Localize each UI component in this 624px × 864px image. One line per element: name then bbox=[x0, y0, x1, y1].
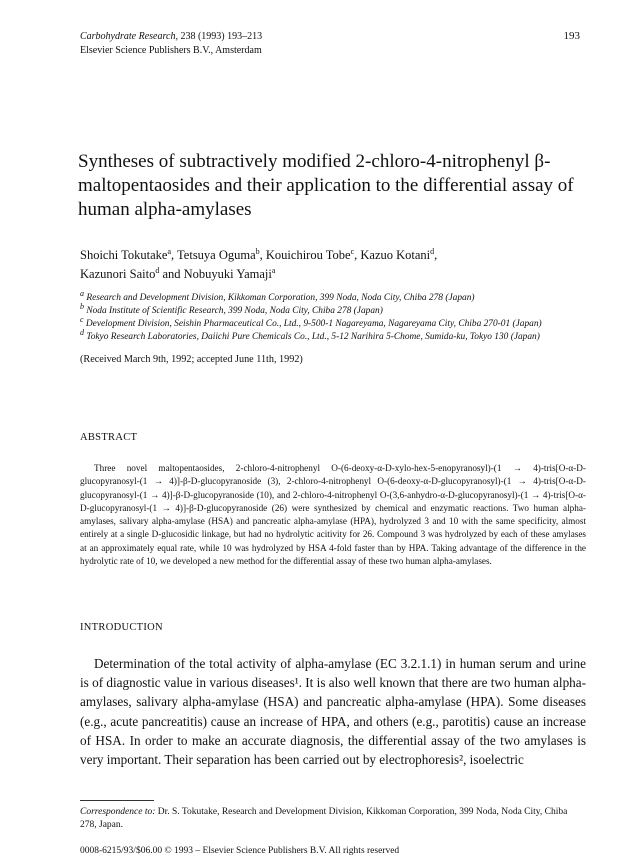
author-affil-mark: d bbox=[430, 246, 435, 256]
correspondence-text: Dr. S. Tokutake, Research and Development Division, Kikkoman Corporation, 399 Noda, Noda City, Chiba 278, Japan. bbox=[80, 807, 568, 830]
affiliation-text: Development Division, Seishin Pharmaceutical Co., Ltd., 9-500-1 Nagareyama, Nagareyama City, Chiba 270-01 (Japan) bbox=[85, 319, 542, 329]
correspondence-label: Correspondence to: bbox=[80, 807, 156, 817]
affil-mark: c bbox=[80, 314, 84, 324]
affiliation bbox=[80, 301, 586, 318]
abstract-body bbox=[80, 462, 586, 568]
introduction-heading: INTRODUCTION bbox=[80, 622, 163, 633]
affiliation-text: Tokyo Research Laboratories, Daiichi Pure Chemicals Co., Ltd., 5-12 Narihira 5-Chome, Sumida-ku, Tokyo 130 (Japan) bbox=[86, 332, 540, 342]
affiliation-text: Noda Institute of Scientific Research, 399 Noda, Noda City, Chiba 278 (Japan) bbox=[86, 306, 383, 316]
author-name: Kazuo Kotani bbox=[360, 248, 431, 262]
affiliation-list bbox=[80, 288, 586, 344]
abstract-text: Three novel maltopentaosides, 2-chloro-4-nitrophenyl O-(6-deoxy-α-D-xylo-hex-5-enopyranosyl)-(1 → 4)-tris[O-α-D-glucopyranosyl-(1 → 4)]-β-D-glucopyranoside (3), 2-chloro-4-nitrophenyl O-(6-deoxy-α-D-glucopyranosyl)-(1 → 4)-tris[O-α-D-glucopyranosyl-(1 → 4)]-β-D-glucopyranoside (10), and 2-chloro-4-nitrophenyl O-(3,6-anhydro-α-D-glucopyranosyl)-(1 → 4)-tris[O-α-D-glucopyranosyl-(1 → 4)]-β-D-glucopyranoside (26) were synthesized by chemical and enzymatic reactions. Two human alpha-amylases, salivary alpha-amylase (HSA) and pancreatic alpha-amylase (HPA), hydrolyzed 3 and 10 with the same specificity, almost entirely at a single D-glucosidic linkage, but had no hydrolytic acitivity for 26. Compound 3 was hydrolyzed by each of these amylases at an approximately equal rate, while 10 was hydrolyzed by HSA 4-fold faster than by HPA. Taking advantage of the difference in the hydrolytic rate of 10, we developed a new method for the differential assay of these two human alpha-amylases. bbox=[80, 463, 586, 567]
affiliation-text: Research and Development Division, Kikkoman Corporation, 399 Noda, Noda City, Chiba 278 (Japan) bbox=[86, 293, 475, 303]
correspondence-footnote bbox=[80, 806, 586, 832]
author-name: Nobuyuki Yamaji bbox=[183, 267, 272, 281]
author-separator: , bbox=[259, 248, 266, 262]
affiliation bbox=[80, 314, 586, 331]
author-name: Shoichi Tokutake bbox=[80, 248, 168, 262]
received-dates: (Received March 9th, 1992; accepted June 11th, 1992) bbox=[80, 354, 303, 365]
introduction-body bbox=[80, 654, 586, 769]
author-separator: , bbox=[171, 248, 178, 262]
affil-mark: a bbox=[80, 288, 84, 298]
author-name: Kazunori Saito bbox=[80, 267, 156, 281]
author-affil-mark: a bbox=[167, 246, 171, 256]
author-list bbox=[80, 246, 580, 284]
page-number: 193 bbox=[563, 30, 580, 42]
journal-header bbox=[80, 30, 262, 58]
footnote-divider bbox=[80, 800, 154, 801]
author-affil-mark: d bbox=[155, 265, 160, 275]
article-title: Syntheses of subtractively modified 2-chloro-4-nitrophenyl β-maltopentaosides and their application to the differential assay of human alpha-amylases bbox=[78, 151, 574, 220]
author-affil-mark: b bbox=[255, 246, 260, 256]
copyright-line: 0008-6215/93/$06.00 © 1993 – Elsevier Science Publishers B.V. All rights reserved bbox=[80, 846, 400, 856]
author-name: Kouichirou Tobe bbox=[265, 248, 351, 262]
affil-mark: b bbox=[80, 301, 84, 311]
publisher: Elsevier Science Publishers B.V., Amsterdam bbox=[80, 45, 262, 56]
author-separator: , bbox=[354, 248, 361, 262]
author-affil-mark: c bbox=[350, 246, 355, 256]
journal-citation: 238 (1993) 193–213 bbox=[177, 31, 263, 42]
author-affil-mark: a bbox=[271, 265, 276, 275]
affil-mark: d bbox=[80, 327, 84, 337]
introduction-text: Determination of the total activity of alpha-amylase (EC 3.2.1.1) in human serum and urine is of diagnostic value in various diseases¹. It is also well known that there are two human alpha-amylases, salivary alpha-amylase (HSA) and pancreatic alpha-amylase (HPA). Some diseases (e.g., acute pancreatitis) cause an increase of HPA, and others (e.g., parotitis) cause an increase of HSA. In order to make an accurate diagnosis, the differential assay of the two amylases is very important. Their separation has been carried out by electrophoresis², isoelectric bbox=[80, 656, 586, 768]
journal-name: Carbohydrate Research, bbox=[80, 31, 178, 42]
abstract-heading: ABSTRACT bbox=[80, 432, 138, 443]
author-separator: , bbox=[434, 248, 438, 262]
author-separator: and bbox=[159, 267, 184, 281]
affiliation bbox=[80, 327, 586, 344]
affiliation bbox=[80, 288, 586, 305]
author-name: Tetsuya Oguma bbox=[177, 248, 256, 262]
